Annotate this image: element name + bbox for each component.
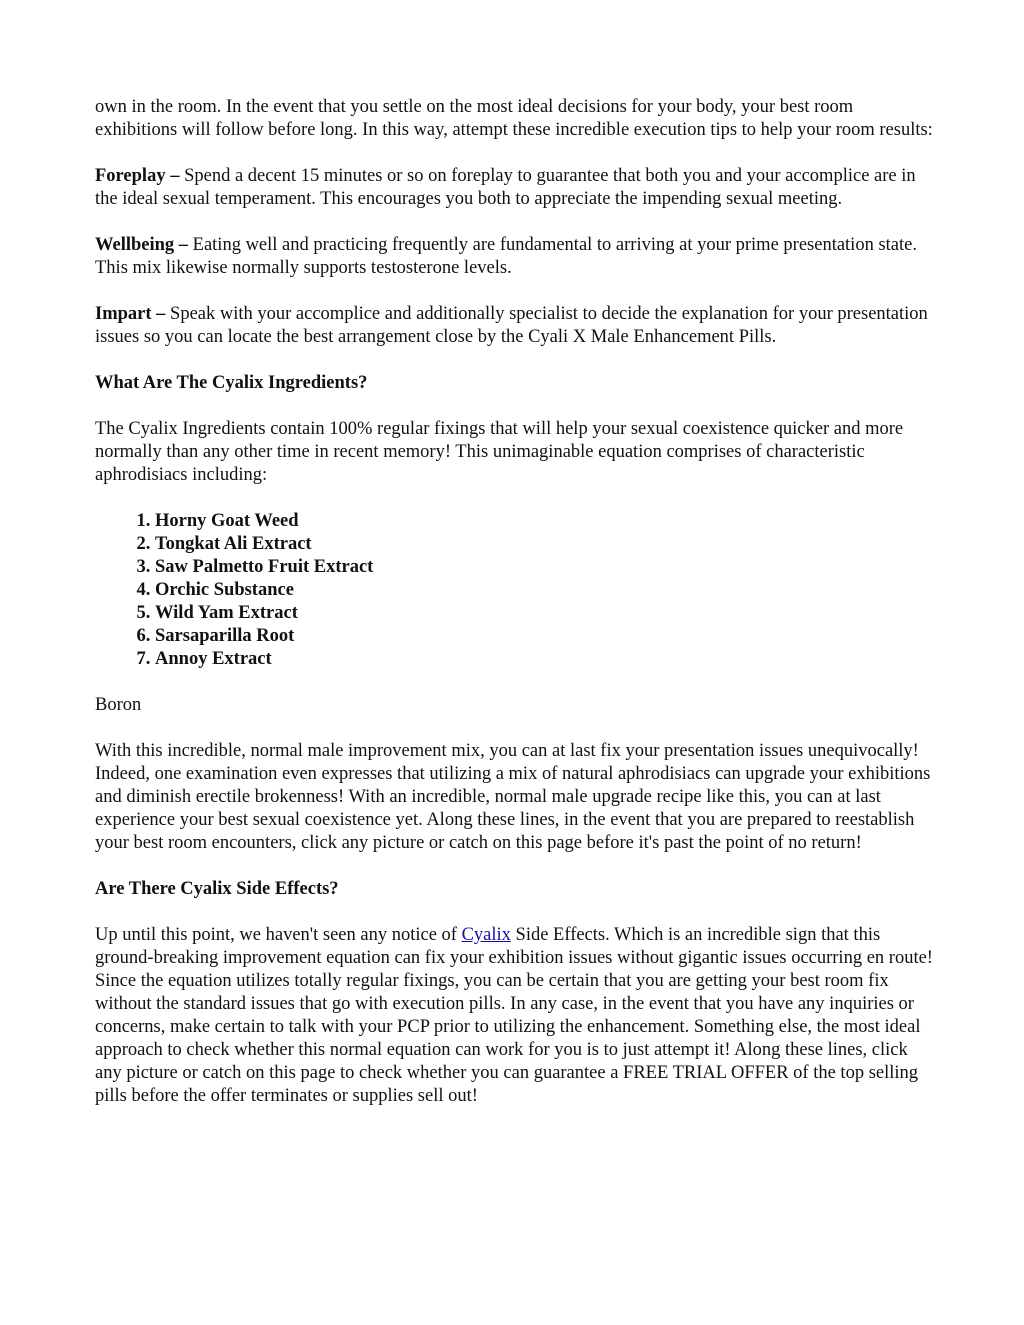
- ingredient-item: 2. Tongkat Ali Extract: [155, 533, 935, 556]
- ingredient-item: 1. Horny Goat Weed: [155, 510, 935, 533]
- wellbeing-paragraph: [95, 234, 935, 280]
- side-effects-text-before: Up until this point, we haven't seen any notice of: [95, 925, 462, 945]
- impart-label: Impart –: [95, 304, 166, 324]
- document-page: [95, 96, 935, 1131]
- foreplay-paragraph: [95, 165, 935, 211]
- side-effects-text-after: Side Effects. Which is an incredible sign that this ground-breaking improvement equation can fix your exhibition issues without gigantic issues occurring en route! Since the equation utilizes totally regular fixings, you can be certain that you are getting your best room fix without the standard issues that go with execution pills. In any case, in the event that you have any inquiries or concerns, make certain to talk with your PCP prior to utilizing the enhancement. Something else, the most ideal approach to check whether this normal equation can work for you is to just attempt it! Along these lines, click any picture or catch on this page to check whether you can guarantee a FREE TRIAL OFFER of the top selling pills before the offer terminates or supplies sell out!: [95, 925, 933, 1106]
- wellbeing-label: Wellbeing –: [95, 235, 189, 255]
- intro-paragraph: own in the room. In the event that you settle on the most ideal decisions for your body, your best room exhibitions will follow before long. In this way, attempt these incredible execution tips to help your room results:: [95, 97, 933, 140]
- impart-paragraph: [95, 303, 935, 349]
- boron-paragraph: Boron: [95, 695, 142, 715]
- ingredient-item: 3. Saw Palmetto Fruit Extract: [155, 556, 935, 579]
- foreplay-label: Foreplay –: [95, 166, 180, 186]
- ingredient-item: 7. Annoy Extract: [155, 648, 935, 671]
- ingredients-intro-paragraph: The Cyalix Ingredients contain 100% regular fixings that will help your sexual coexistence quicker and more normally than any other time in recent memory! This unimaginable equation comprises of characteristic aphrodisiacs including:: [95, 419, 904, 485]
- ingredient-item: 5. Wild Yam Extract: [155, 602, 935, 625]
- impart-text: Speak with your accomplice and additionally specialist to decide the explanation for your presentation issues so you can locate the best arrangement close by the Cyali X Male Enhancement Pills.: [95, 304, 928, 347]
- cyalix-link[interactable]: Cyalix: [461, 925, 511, 945]
- side-effects-heading: Are There Cyalix Side Effects?: [95, 879, 339, 899]
- side-effects-paragraph: [95, 924, 935, 1108]
- foreplay-text: Spend a decent 15 minutes or so on foreplay to guarantee that both you and your accomplice are in the ideal sexual temperament. This encourages you both to appreciate the impending sexual meeting.: [95, 166, 916, 209]
- ingredients-heading: What Are The Cyalix Ingredients?: [95, 373, 368, 393]
- ingredient-item: 4. Orchic Substance: [155, 579, 935, 602]
- mix-paragraph: With this incredible, normal male improvement mix, you can at last fix your presentation issues unequivocally! Indeed, one examination even expresses that utilizing a mix of natural aphrodisiacs can upgrade your exhibitions and diminish erectile brokenness! With an incredible, normal male upgrade recipe like this, you can at last experience your best sexual coexistence yet. Along these lines, in the event that you are prepared to reestablish your best room encounters, click any picture or catch on this page before it's past the point of no return!: [95, 741, 931, 853]
- ingredients-list: [95, 510, 935, 671]
- wellbeing-text: Eating well and practicing frequently are fundamental to arriving at your prime presentation state. This mix likewise normally supports testosterone levels.: [95, 235, 917, 278]
- ingredient-item: 6. Sarsaparilla Root: [155, 625, 935, 648]
